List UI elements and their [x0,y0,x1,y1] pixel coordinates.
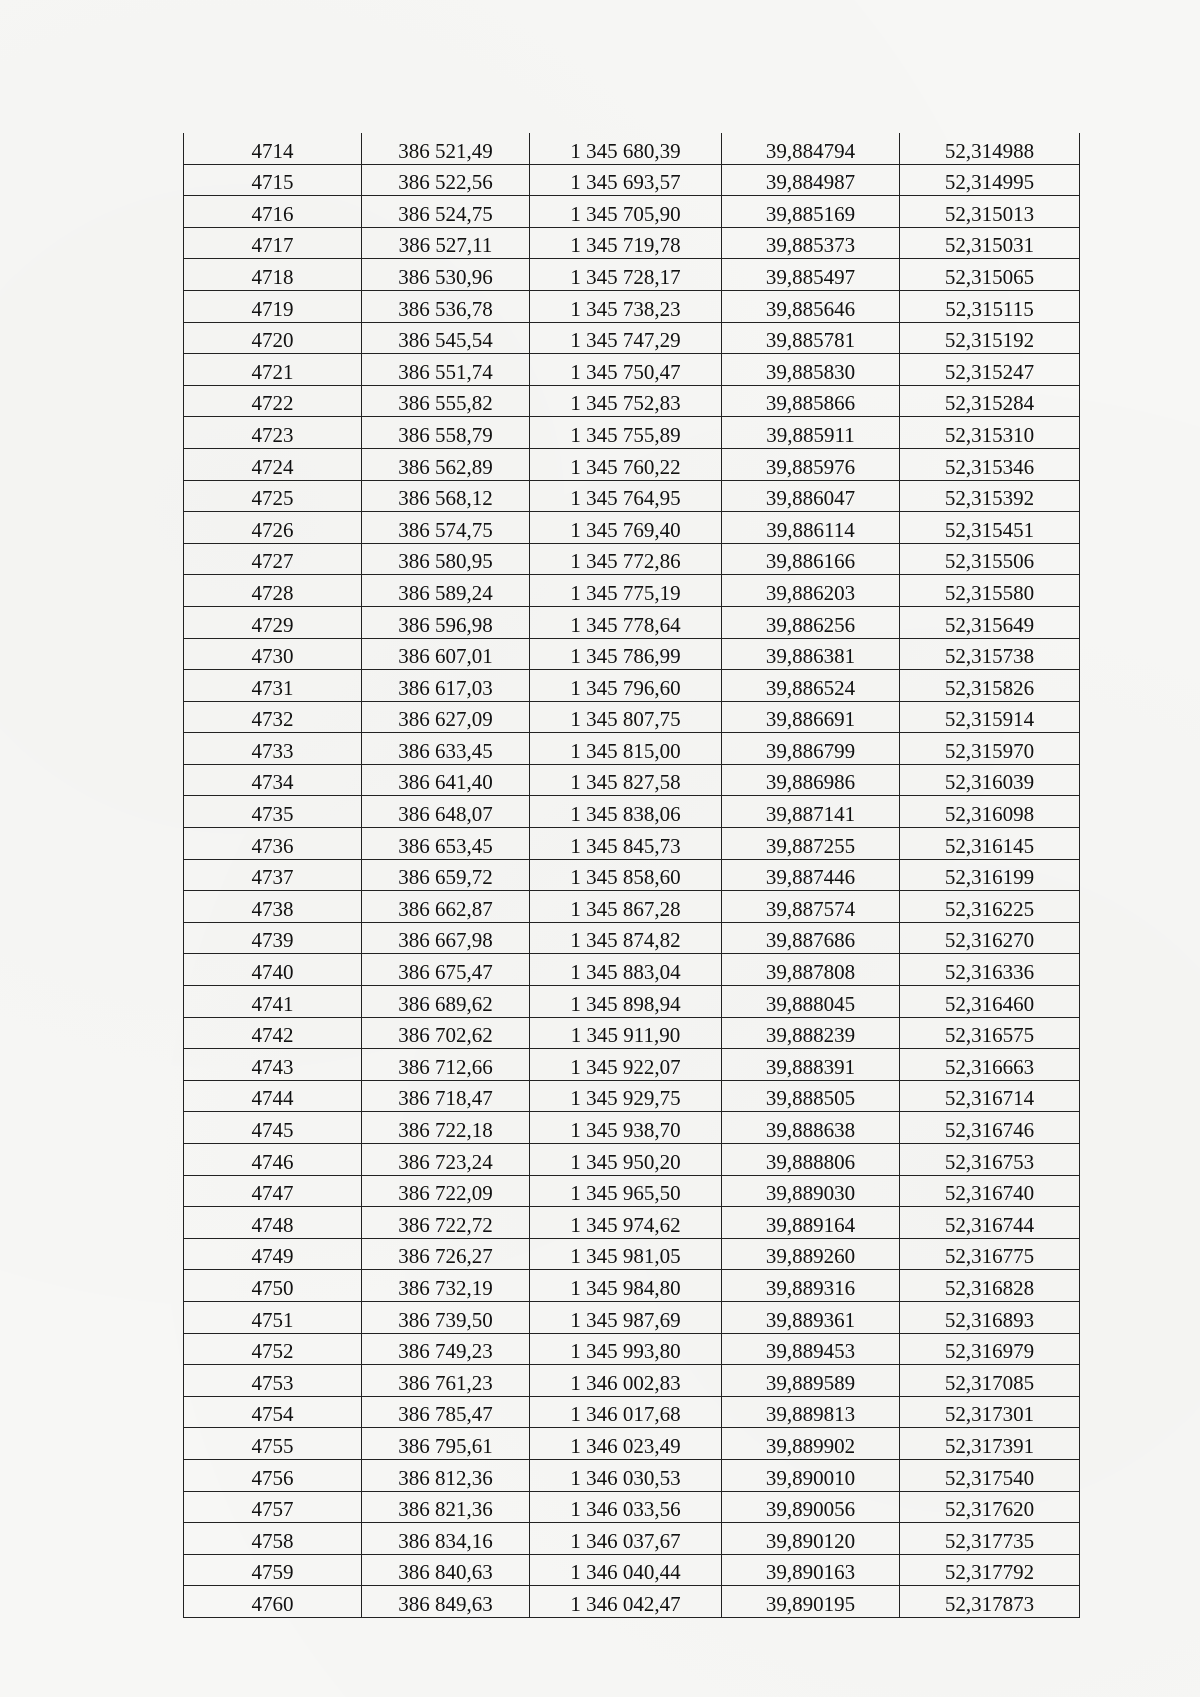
y-coordinate-cell: 1 345 772,86 [530,543,722,575]
point-number-cell: 4731 [184,670,362,702]
longitude-cell: 39,889361 [722,1301,900,1333]
table-row [184,1396,1080,1428]
point-number-cell: 4753 [184,1365,362,1397]
table-row [184,954,1080,986]
table-row [184,512,1080,544]
x-coordinate-cell: 386 580,95 [362,543,530,575]
y-coordinate-cell: 1 345 874,82 [530,922,722,954]
latitude-cell: 52,315031 [900,227,1080,259]
point-number-cell: 4723 [184,417,362,449]
table-row [184,796,1080,828]
table-row [184,1175,1080,1207]
longitude-cell: 39,890163 [722,1554,900,1586]
table-row [184,164,1080,196]
point-number-cell: 4755 [184,1428,362,1460]
y-coordinate-cell: 1 345 950,20 [530,1144,722,1176]
latitude-cell: 52,316714 [900,1080,1080,1112]
x-coordinate-cell: 386 749,23 [362,1333,530,1365]
table-row [184,828,1080,860]
latitude-cell: 52,317620 [900,1491,1080,1523]
table-row [184,1017,1080,1049]
y-coordinate-cell: 1 345 815,00 [530,733,722,765]
longitude-cell: 39,885781 [722,322,900,354]
table-row [184,480,1080,512]
longitude-cell: 39,886114 [722,512,900,544]
longitude-cell: 39,886203 [722,575,900,607]
latitude-cell: 52,316145 [900,828,1080,860]
latitude-cell: 52,315065 [900,259,1080,291]
longitude-cell: 39,887686 [722,922,900,954]
x-coordinate-cell: 386 667,98 [362,922,530,954]
latitude-cell: 52,316744 [900,1207,1080,1239]
x-coordinate-cell: 386 545,54 [362,322,530,354]
longitude-cell: 39,886524 [722,670,900,702]
y-coordinate-cell: 1 345 984,80 [530,1270,722,1302]
y-coordinate-cell: 1 345 911,90 [530,1017,722,1049]
y-coordinate-cell: 1 345 786,99 [530,638,722,670]
y-coordinate-cell: 1 345 929,75 [530,1080,722,1112]
longitude-cell: 39,889902 [722,1428,900,1460]
latitude-cell: 52,315580 [900,575,1080,607]
x-coordinate-cell: 386 840,63 [362,1554,530,1586]
table-row [184,354,1080,386]
longitude-cell: 39,889589 [722,1365,900,1397]
table-row [184,1459,1080,1491]
latitude-cell: 52,317391 [900,1428,1080,1460]
x-coordinate-cell: 386 653,45 [362,828,530,860]
latitude-cell: 52,315649 [900,606,1080,638]
point-number-cell: 4717 [184,227,362,259]
x-coordinate-cell: 386 633,45 [362,733,530,765]
latitude-cell: 52,315310 [900,417,1080,449]
table-row [184,1523,1080,1555]
longitude-cell: 39,887808 [722,954,900,986]
point-number-cell: 4726 [184,512,362,544]
longitude-cell: 39,888638 [722,1112,900,1144]
longitude-cell: 39,888505 [722,1080,900,1112]
longitude-cell: 39,888239 [722,1017,900,1049]
y-coordinate-cell: 1 345 845,73 [530,828,722,860]
table-row [184,1270,1080,1302]
x-coordinate-cell: 386 849,63 [362,1586,530,1618]
longitude-cell: 39,890010 [722,1459,900,1491]
latitude-cell: 52,315247 [900,354,1080,386]
longitude-cell: 39,890120 [722,1523,900,1555]
y-coordinate-cell: 1 345 993,80 [530,1333,722,1365]
longitude-cell: 39,886256 [722,606,900,638]
y-coordinate-cell: 1 345 938,70 [530,1112,722,1144]
y-coordinate-cell: 1 345 858,60 [530,859,722,891]
y-coordinate-cell: 1 345 807,75 [530,701,722,733]
table-row [184,638,1080,670]
x-coordinate-cell: 386 589,24 [362,575,530,607]
x-coordinate-cell: 386 834,16 [362,1523,530,1555]
point-number-cell: 4758 [184,1523,362,1555]
table-row [184,606,1080,638]
longitude-cell: 39,885911 [722,417,900,449]
longitude-cell: 39,889030 [722,1175,900,1207]
longitude-cell: 39,887141 [722,796,900,828]
y-coordinate-cell: 1 345 974,62 [530,1207,722,1239]
latitude-cell: 52,316663 [900,1049,1080,1081]
y-coordinate-cell: 1 345 981,05 [530,1238,722,1270]
longitude-cell: 39,886047 [722,480,900,512]
y-coordinate-cell: 1 345 719,78 [530,227,722,259]
x-coordinate-cell: 386 551,74 [362,354,530,386]
x-coordinate-cell: 386 524,75 [362,196,530,228]
y-coordinate-cell: 1 346 023,49 [530,1428,722,1460]
point-number-cell: 4730 [184,638,362,670]
table-row [184,322,1080,354]
latitude-cell: 52,316893 [900,1301,1080,1333]
y-coordinate-cell: 1 345 738,23 [530,290,722,322]
x-coordinate-cell: 386 596,98 [362,606,530,638]
longitude-cell: 39,887446 [722,859,900,891]
table-row [184,1428,1080,1460]
x-coordinate-cell: 386 722,09 [362,1175,530,1207]
latitude-cell: 52,317301 [900,1396,1080,1428]
y-coordinate-cell: 1 345 705,90 [530,196,722,228]
coordinates-table [183,133,1080,1618]
point-number-cell: 4715 [184,164,362,196]
longitude-cell: 39,889260 [722,1238,900,1270]
longitude-cell: 39,890056 [722,1491,900,1523]
point-number-cell: 4722 [184,385,362,417]
x-coordinate-cell: 386 785,47 [362,1396,530,1428]
point-number-cell: 4728 [184,575,362,607]
latitude-cell: 52,314988 [900,133,1080,164]
point-number-cell: 4727 [184,543,362,575]
point-number-cell: 4757 [184,1491,362,1523]
longitude-cell: 39,888806 [722,1144,900,1176]
longitude-cell: 39,886166 [722,543,900,575]
x-coordinate-cell: 386 527,11 [362,227,530,259]
point-number-cell: 4747 [184,1175,362,1207]
y-coordinate-cell: 1 345 755,89 [530,417,722,449]
y-coordinate-cell: 1 345 796,60 [530,670,722,702]
latitude-cell: 52,317735 [900,1523,1080,1555]
latitude-cell: 52,315013 [900,196,1080,228]
x-coordinate-cell: 386 574,75 [362,512,530,544]
x-coordinate-cell: 386 812,36 [362,1459,530,1491]
point-number-cell: 4741 [184,986,362,1018]
point-number-cell: 4756 [184,1459,362,1491]
x-coordinate-cell: 386 521,49 [362,133,530,164]
x-coordinate-cell: 386 648,07 [362,796,530,828]
longitude-cell: 39,888391 [722,1049,900,1081]
x-coordinate-cell: 386 536,78 [362,290,530,322]
latitude-cell: 52,315284 [900,385,1080,417]
longitude-cell: 39,885373 [722,227,900,259]
x-coordinate-cell: 386 732,19 [362,1270,530,1302]
latitude-cell: 52,315451 [900,512,1080,544]
x-coordinate-cell: 386 662,87 [362,891,530,923]
point-number-cell: 4760 [184,1586,362,1618]
y-coordinate-cell: 1 346 040,44 [530,1554,722,1586]
table-row [184,448,1080,480]
y-coordinate-cell: 1 345 764,95 [530,480,722,512]
table-row [184,1554,1080,1586]
x-coordinate-cell: 386 722,18 [362,1112,530,1144]
x-coordinate-cell: 386 568,12 [362,480,530,512]
table-row [184,227,1080,259]
longitude-cell: 39,885976 [722,448,900,480]
y-coordinate-cell: 1 345 883,04 [530,954,722,986]
longitude-cell: 39,889164 [722,1207,900,1239]
point-number-cell: 4721 [184,354,362,386]
latitude-cell: 52,315738 [900,638,1080,670]
longitude-cell: 39,885646 [722,290,900,322]
y-coordinate-cell: 1 345 827,58 [530,764,722,796]
table-row [184,417,1080,449]
table-row [184,891,1080,923]
x-coordinate-cell: 386 562,89 [362,448,530,480]
latitude-cell: 52,314995 [900,164,1080,196]
latitude-cell: 52,315826 [900,670,1080,702]
x-coordinate-cell: 386 718,47 [362,1080,530,1112]
point-number-cell: 4759 [184,1554,362,1586]
longitude-cell: 39,885169 [722,196,900,228]
longitude-cell: 39,884794 [722,133,900,164]
longitude-cell: 39,889813 [722,1396,900,1428]
table-row [184,1144,1080,1176]
y-coordinate-cell: 1 345 747,29 [530,322,722,354]
latitude-cell: 52,316270 [900,922,1080,954]
y-coordinate-cell: 1 345 898,94 [530,986,722,1018]
point-number-cell: 4746 [184,1144,362,1176]
table-row [184,1080,1080,1112]
table-row [184,733,1080,765]
x-coordinate-cell: 386 558,79 [362,417,530,449]
x-coordinate-cell: 386 712,66 [362,1049,530,1081]
y-coordinate-cell: 1 345 965,50 [530,1175,722,1207]
table-row [184,543,1080,575]
point-number-cell: 4720 [184,322,362,354]
y-coordinate-cell: 1 345 693,57 [530,164,722,196]
x-coordinate-cell: 386 627,09 [362,701,530,733]
latitude-cell: 52,316575 [900,1017,1080,1049]
point-number-cell: 4719 [184,290,362,322]
point-number-cell: 4735 [184,796,362,828]
y-coordinate-cell: 1 345 728,17 [530,259,722,291]
longitude-cell: 39,886691 [722,701,900,733]
point-number-cell: 4750 [184,1270,362,1302]
latitude-cell: 52,316828 [900,1270,1080,1302]
point-number-cell: 4725 [184,480,362,512]
y-coordinate-cell: 1 345 922,07 [530,1049,722,1081]
x-coordinate-cell: 386 795,61 [362,1428,530,1460]
latitude-cell: 52,315914 [900,701,1080,733]
y-coordinate-cell: 1 346 002,83 [530,1365,722,1397]
point-number-cell: 4724 [184,448,362,480]
y-coordinate-cell: 1 345 680,39 [530,133,722,164]
table-row [184,859,1080,891]
table-row [184,1238,1080,1270]
y-coordinate-cell: 1 345 769,40 [530,512,722,544]
point-number-cell: 4745 [184,1112,362,1144]
x-coordinate-cell: 386 641,40 [362,764,530,796]
y-coordinate-cell: 1 346 017,68 [530,1396,722,1428]
point-number-cell: 4749 [184,1238,362,1270]
table-row [184,701,1080,733]
longitude-cell: 39,885497 [722,259,900,291]
x-coordinate-cell: 386 761,23 [362,1365,530,1397]
x-coordinate-cell: 386 675,47 [362,954,530,986]
longitude-cell: 39,890195 [722,1586,900,1618]
y-coordinate-cell: 1 345 752,83 [530,385,722,417]
latitude-cell: 52,316039 [900,764,1080,796]
x-coordinate-cell: 386 617,03 [362,670,530,702]
table-row [184,575,1080,607]
latitude-cell: 52,317792 [900,1554,1080,1586]
point-number-cell: 4754 [184,1396,362,1428]
point-number-cell: 4744 [184,1080,362,1112]
table-row [184,670,1080,702]
coordinates-table-body [184,133,1080,1617]
longitude-cell: 39,887574 [722,891,900,923]
y-coordinate-cell: 1 345 987,69 [530,1301,722,1333]
table-row [184,1207,1080,1239]
latitude-cell: 52,316098 [900,796,1080,828]
point-number-cell: 4737 [184,859,362,891]
latitude-cell: 52,316460 [900,986,1080,1018]
point-number-cell: 4734 [184,764,362,796]
table-row [184,922,1080,954]
table-row [184,290,1080,322]
latitude-cell: 52,315392 [900,480,1080,512]
point-number-cell: 4729 [184,606,362,638]
point-number-cell: 4718 [184,259,362,291]
y-coordinate-cell: 1 346 037,67 [530,1523,722,1555]
table-row [184,1333,1080,1365]
table-row [184,986,1080,1018]
y-coordinate-cell: 1 345 867,28 [530,891,722,923]
table-row [184,1491,1080,1523]
y-coordinate-cell: 1 346 042,47 [530,1586,722,1618]
point-number-cell: 4743 [184,1049,362,1081]
point-number-cell: 4738 [184,891,362,923]
x-coordinate-cell: 386 659,72 [362,859,530,891]
x-coordinate-cell: 386 530,96 [362,259,530,291]
table-row [184,764,1080,796]
x-coordinate-cell: 386 555,82 [362,385,530,417]
longitude-cell: 39,888045 [722,986,900,1018]
latitude-cell: 52,316199 [900,859,1080,891]
longitude-cell: 39,886799 [722,733,900,765]
table-row [184,385,1080,417]
latitude-cell: 52,315346 [900,448,1080,480]
x-coordinate-cell: 386 702,62 [362,1017,530,1049]
longitude-cell: 39,885830 [722,354,900,386]
y-coordinate-cell: 1 345 750,47 [530,354,722,386]
latitude-cell: 52,317085 [900,1365,1080,1397]
y-coordinate-cell: 1 345 838,06 [530,796,722,828]
latitude-cell: 52,316753 [900,1144,1080,1176]
longitude-cell: 39,886381 [722,638,900,670]
table-row [184,1112,1080,1144]
point-number-cell: 4714 [184,133,362,164]
longitude-cell: 39,887255 [722,828,900,860]
latitude-cell: 52,317540 [900,1459,1080,1491]
table-row [184,1049,1080,1081]
x-coordinate-cell: 386 722,72 [362,1207,530,1239]
latitude-cell: 52,316740 [900,1175,1080,1207]
latitude-cell: 52,315506 [900,543,1080,575]
longitude-cell: 39,885866 [722,385,900,417]
longitude-cell: 39,889453 [722,1333,900,1365]
longitude-cell: 39,886986 [722,764,900,796]
latitude-cell: 52,316336 [900,954,1080,986]
table-row [184,133,1080,164]
point-number-cell: 4740 [184,954,362,986]
x-coordinate-cell: 386 726,27 [362,1238,530,1270]
point-number-cell: 4752 [184,1333,362,1365]
y-coordinate-cell: 1 345 775,19 [530,575,722,607]
latitude-cell: 52,316775 [900,1238,1080,1270]
y-coordinate-cell: 1 346 030,53 [530,1459,722,1491]
latitude-cell: 52,315970 [900,733,1080,765]
point-number-cell: 4733 [184,733,362,765]
point-number-cell: 4751 [184,1301,362,1333]
latitude-cell: 52,316225 [900,891,1080,923]
longitude-cell: 39,889316 [722,1270,900,1302]
point-number-cell: 4736 [184,828,362,860]
table-row [184,1586,1080,1618]
x-coordinate-cell: 386 739,50 [362,1301,530,1333]
longitude-cell: 39,884987 [722,164,900,196]
latitude-cell: 52,316979 [900,1333,1080,1365]
y-coordinate-cell: 1 346 033,56 [530,1491,722,1523]
x-coordinate-cell: 386 689,62 [362,986,530,1018]
point-number-cell: 4739 [184,922,362,954]
y-coordinate-cell: 1 345 760,22 [530,448,722,480]
table-row [184,196,1080,228]
y-coordinate-cell: 1 345 778,64 [530,606,722,638]
table-row [184,259,1080,291]
table-row [184,1301,1080,1333]
x-coordinate-cell: 386 607,01 [362,638,530,670]
latitude-cell: 52,315192 [900,322,1080,354]
latitude-cell: 52,317873 [900,1586,1080,1618]
point-number-cell: 4732 [184,701,362,733]
point-number-cell: 4716 [184,196,362,228]
x-coordinate-cell: 386 522,56 [362,164,530,196]
x-coordinate-cell: 386 821,36 [362,1491,530,1523]
table-row [184,1365,1080,1397]
point-number-cell: 4742 [184,1017,362,1049]
latitude-cell: 52,315115 [900,290,1080,322]
x-coordinate-cell: 386 723,24 [362,1144,530,1176]
point-number-cell: 4748 [184,1207,362,1239]
latitude-cell: 52,316746 [900,1112,1080,1144]
